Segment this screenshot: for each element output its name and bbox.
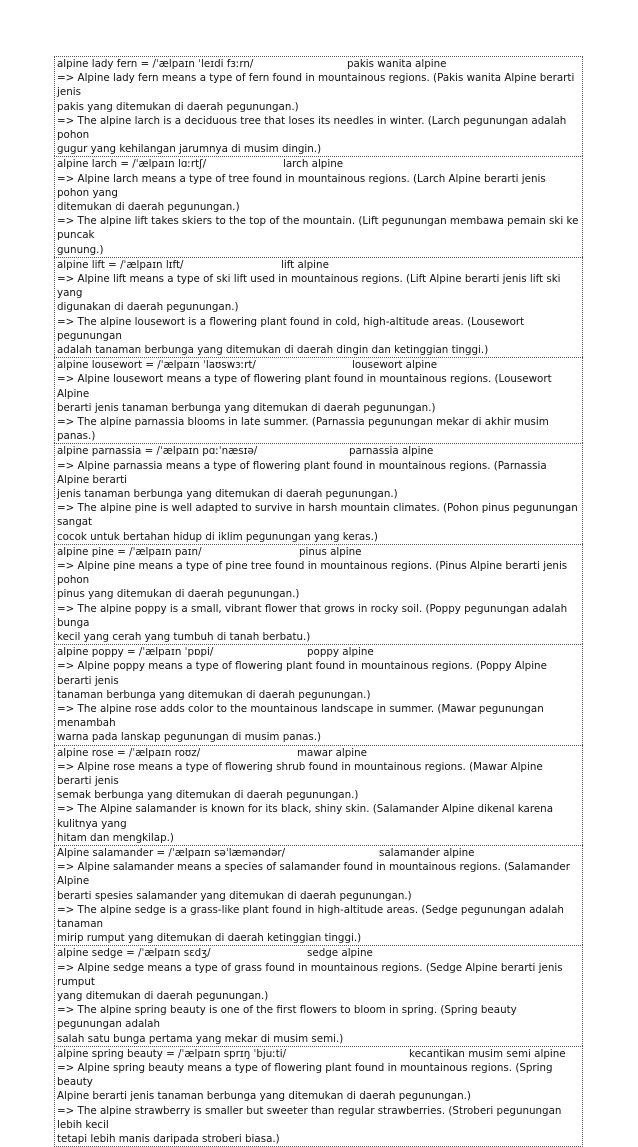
vocabulary-entry	[54, 544, 583, 644]
term-pronunciation: alpine lousewort = /ˈælpaɪn ˈlaʊswɜːrt/	[57, 359, 256, 372]
definition-line: => Alpine spring beauty means a type of flowering plant found in mountainous regions. (Spring beauty	[57, 1062, 553, 1089]
definition-line: => The alpine rose adds color to the mountainous landscape in summer. (Mawar pegunungan menambah	[57, 703, 544, 730]
vocabulary-entry	[54, 156, 583, 256]
definition-line: mirip rumput yang ditemukan di daerah ketinggian tinggi.)	[57, 932, 362, 945]
term-pronunciation: alpine rose = /ˈælpaɪn roʊz/	[57, 746, 201, 759]
term-translation: larch alpine	[283, 158, 344, 171]
term-translation: parnassia alpine	[349, 445, 434, 458]
definition-line: => Alpine poppy means a type of flowering plant found in mountainous regions. (Poppy Alpine berarti jenis	[57, 660, 547, 687]
term-pronunciation: alpine parnassia = /ˈælpaɪn pɑːˈnæsɪə/	[57, 445, 258, 458]
definition-line: Alpine berarti jenis tanaman berbunga yang ditemukan di daerah pegunungan.)	[57, 1090, 471, 1103]
term-translation: lift alpine	[281, 258, 329, 271]
definition-line: => Alpine lift means a type of ski lift used in mountainous regions. (Lift Alpine berarti jenis lift ski yang	[57, 273, 561, 300]
vocabulary-entry	[54, 257, 583, 357]
term-pronunciation: alpine sedge = /ˈælpaɪn sɛdʒ/	[57, 947, 211, 960]
definition-line: tanaman berbunga yang ditemukan di daerah pegunungan.)	[57, 688, 371, 701]
definition-line: hitam dan mengkilap.)	[57, 831, 174, 844]
term-pronunciation: alpine lift = /ˈælpaɪn lɪft/	[57, 258, 184, 271]
term-translation: pakis wanita alpine	[347, 58, 447, 70]
definition-line: => The Alpine salamander is known for its black, shiny skin. (Salamander Alpine dikenal karena kulitnya yang	[57, 803, 554, 830]
definition-line: => The alpine pine is well adapted to survive in harsh mountain climates. (Pohon pinus pegunungan sangat	[57, 502, 578, 529]
definition-line: semak berbunga yang ditemukan di daerah pegunungan.)	[57, 789, 359, 802]
entry-header	[57, 157, 580, 171]
entry-header	[57, 946, 580, 960]
definition-line: gunung.)	[57, 243, 104, 256]
vocabulary-entry	[54, 745, 583, 845]
definition-line: => The alpine larch is a deciduous tree that loses its needles in winter. (Larch pegunungan adalah pohon	[57, 114, 567, 141]
entry-header	[57, 258, 580, 272]
definition-line: => The alpine parnassia blooms in late summer. (Parnassia pegunungan mekar di akhir musim panas.)	[57, 416, 549, 443]
definition-line: => Alpine pine means a type of pine tree found in mountainous regions. (Pinus Alpine berarti jenis pohon	[57, 560, 568, 587]
definition-line: => The alpine lousewort is a flowering plant found in cold, high-altitude areas. (Lousewort pegunungan	[57, 315, 525, 342]
entry-header	[57, 846, 580, 860]
definition-line: => The alpine poppy is a small, vibrant flower that grows in rocky soil. (Poppy pegunungan adalah bunga	[57, 602, 568, 629]
term-pronunciation: alpine poppy = /ˈælpaɪn ˈpɒpi/	[57, 646, 214, 659]
entry-header	[57, 444, 580, 458]
term-pronunciation: Alpine salamander = /ˈælpaɪn səˈlæməndər/	[57, 847, 286, 860]
definition-line: pakis yang ditemukan di daerah pegunungan.)	[57, 100, 299, 113]
definition-line: digunakan di daerah pegunungan.)	[57, 301, 239, 314]
definition-line: yang ditemukan di daerah pegunungan.)	[57, 990, 269, 1003]
term-pronunciation: alpine lady fern = /ˈælpaɪn ˈleɪdi fɜːrn/	[57, 58, 254, 70]
definition-line: warna pada lanskap pegunungan di musim panas.)	[57, 731, 322, 744]
definition-line: => Alpine salamander means a species of salamander found in mountainous regions. (Salamander Alpine	[57, 861, 570, 888]
vocabulary-entry	[54, 357, 583, 443]
vocabulary-entry	[54, 644, 583, 744]
vocabulary-entry	[54, 443, 583, 543]
term-pronunciation: alpine spring beauty = /ˈælpaɪn sprɪŋ ˈbjuːti/	[57, 1047, 287, 1060]
definition-line: => The alpine sedge is a grass-like plant found in high-altitude areas. (Sedge pegunungan adalah tanaman	[57, 903, 564, 931]
vocabulary-list	[54, 56, 583, 1147]
vocabulary-entry	[54, 945, 583, 1045]
term-translation: salamander alpine	[379, 847, 475, 860]
definition-line: jenis tanaman berbunga yang ditemukan di daerah pegunungan.)	[57, 488, 398, 501]
term-translation: sedge alpine	[307, 947, 373, 960]
term-pronunciation: alpine pine = /ˈælpaɪn paɪn/	[57, 545, 202, 558]
vocabulary-entry	[54, 1046, 583, 1147]
entry-header	[57, 545, 580, 559]
definition-line: cocok untuk bertahan hidup di iklim pegunungan yang keras.)	[57, 530, 378, 543]
entry-header	[57, 645, 580, 659]
definition-line: => Alpine lady fern means a type of fern found in mountainous regions. (Pakis wanita Alpine berarti jenis	[57, 72, 575, 99]
definition-line: berarti spesies salamander yang ditemukan di daerah pegunungan.)	[57, 889, 412, 902]
definition-line: ditemukan di daerah pegunungan.)	[57, 201, 240, 213]
term-translation: mawar alpine	[297, 746, 368, 759]
vocabulary-entry	[54, 56, 583, 156]
definition-line: adalah tanaman berbunga yang ditemukan di daerah dingin dan ketinggian tinggi.)	[57, 344, 489, 357]
vocabulary-entry	[54, 845, 583, 945]
definition-line: => Alpine larch means a type of tree found in mountainous regions. (Larch Alpine berarti jenis pohon yang	[57, 172, 546, 199]
definition-line: => The alpine lift takes skiers to the top of the mountain. (Lift pegunungan membawa pemain ski ke puncak	[57, 215, 579, 242]
term-translation: lousewort alpine	[352, 359, 438, 372]
definition-line: => Alpine lousewort means a type of flowering plant found in mountainous regions. (Lousewort Alpine	[57, 373, 552, 400]
term-translation: kecantikan musim semi alpine	[409, 1047, 566, 1060]
entry-header	[57, 57, 580, 71]
definition-line: salah satu bunga pertama yang mekar di musim semi.)	[57, 1032, 344, 1045]
entry-header	[57, 1047, 580, 1061]
definition-line: kecil yang cerah yang tumbuh di tanah berbatu.)	[57, 631, 311, 644]
definition-line: berarti jenis tanaman berbunga yang ditemukan di daerah pegunungan.)	[57, 401, 436, 414]
definition-line: => The alpine spring beauty is one of the first flowers to bloom in spring. (Spring beauty pegunungan adalah	[57, 1004, 517, 1031]
definition-line: => The alpine strawberry is smaller but sweeter than regular strawberries. (Stroberi pegunungan lebih kecil	[57, 1104, 562, 1131]
term-translation: pinus alpine	[299, 545, 362, 558]
definition-line: gugur yang kehilangan jarumnya di musim dingin.)	[57, 143, 322, 156]
definition-line: tetapi lebih manis daripada stroberi biasa.)	[57, 1133, 280, 1146]
term-pronunciation: alpine larch = /ˈælpaɪn lɑːrtʃ/	[57, 158, 207, 171]
entry-header	[57, 746, 580, 760]
definition-line: => Alpine sedge means a type of grass found in mountainous regions. (Sedge Alpine berarti jenis rumput	[57, 961, 563, 988]
definition-line: => Alpine rose means a type of flowering shrub found in mountainous regions. (Mawar Alpine berarti jenis	[57, 760, 543, 788]
definition-line: pinus yang ditemukan di daerah pegunungan.)	[57, 588, 300, 601]
term-translation: poppy alpine	[307, 646, 374, 659]
definition-line: => Alpine parnassia means a type of flowering plant found in mountainous regions. (Parnassia Alpine berarti	[57, 459, 547, 486]
entry-header	[57, 358, 580, 372]
